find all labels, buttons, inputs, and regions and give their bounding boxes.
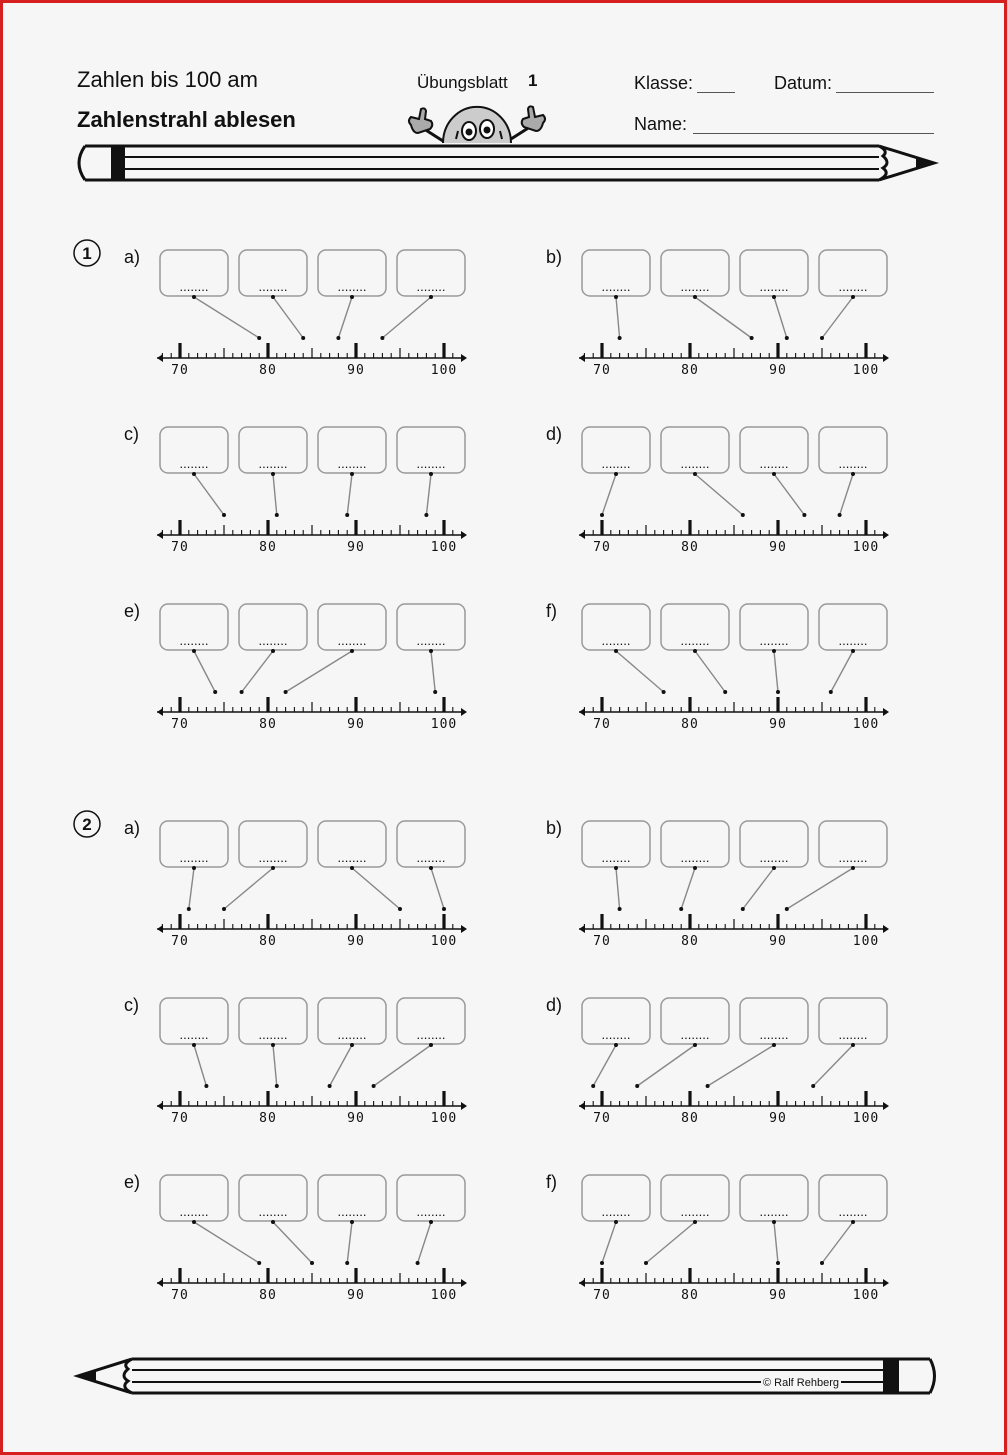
number-line-mark — [257, 336, 261, 340]
answer-placeholder: ........ — [680, 1204, 710, 1219]
number-line-mark — [741, 513, 745, 517]
tick-label: 90 — [347, 363, 365, 378]
axis-arrow-right — [461, 531, 467, 539]
tick-label: 100 — [852, 1288, 880, 1303]
connector-start-dot — [271, 1043, 275, 1047]
tick-label: 70 — [171, 1111, 189, 1126]
connector-start-dot — [851, 1043, 855, 1047]
connector-line — [426, 474, 431, 515]
part-label: b) — [546, 247, 563, 267]
tick-label: 100 — [852, 717, 880, 732]
connector-line — [374, 1045, 431, 1086]
exercise-part — [124, 1172, 467, 1303]
connector-start-dot — [772, 866, 776, 870]
part-label: c) — [124, 424, 139, 444]
answer-placeholder: ........ — [337, 1027, 367, 1042]
number-line-mark — [301, 336, 305, 340]
exercise-part — [546, 995, 889, 1126]
axis-arrow-right — [461, 354, 467, 362]
number-line-mark — [750, 336, 754, 340]
number-line-mark — [275, 1084, 279, 1088]
answer-placeholder: ........ — [179, 279, 209, 294]
answer-placeholder: ........ — [179, 850, 209, 865]
connector-line — [681, 868, 695, 909]
connector-start-dot — [429, 1043, 433, 1047]
tick-label: 70 — [593, 1111, 611, 1126]
answer-placeholder: ........ — [680, 633, 710, 648]
number-line-mark — [802, 513, 806, 517]
tick-label: 100 — [430, 363, 458, 378]
exercise-part — [546, 1172, 889, 1303]
sheet-number: 1 — [528, 71, 538, 90]
connector-line — [273, 1222, 312, 1263]
connector-start-dot — [429, 472, 433, 476]
number-line-mark — [284, 690, 288, 694]
number-line-mark — [706, 1084, 710, 1088]
answer-placeholder: ........ — [337, 633, 367, 648]
answer-placeholder: ........ — [759, 1027, 789, 1042]
connector-start-dot — [429, 1220, 433, 1224]
number-line-mark — [811, 1084, 815, 1088]
tick-label: 80 — [259, 1111, 277, 1126]
tick-label: 70 — [593, 934, 611, 949]
copyright-text: © Ralf Rehberg — [763, 1377, 839, 1389]
number-line-mark — [785, 336, 789, 340]
tick-label: 80 — [259, 363, 277, 378]
connector-line — [774, 474, 804, 515]
tick-label: 80 — [681, 717, 699, 732]
number-line-mark — [345, 513, 349, 517]
tick-label: 90 — [347, 934, 365, 949]
axis-arrow-right — [461, 1279, 467, 1287]
number-line-mark — [662, 690, 666, 694]
answer-placeholder: ........ — [416, 633, 446, 648]
number-line-mark — [600, 1261, 604, 1265]
connector-line — [774, 297, 787, 338]
axis-arrow-right — [883, 1279, 889, 1287]
connector-line — [593, 1045, 616, 1086]
tick-label: 90 — [347, 1111, 365, 1126]
number-line-mark — [204, 1084, 208, 1088]
connector-start-dot — [614, 472, 618, 476]
answer-placeholder: ........ — [416, 850, 446, 865]
connector-line — [787, 868, 853, 909]
connector-line — [194, 1045, 206, 1086]
answer-placeholder: ........ — [759, 279, 789, 294]
connector-line — [813, 1045, 853, 1086]
date-label: Datum: — [774, 73, 833, 93]
connector-line — [695, 651, 725, 692]
tick-label: 100 — [852, 363, 880, 378]
tick-label: 90 — [769, 717, 787, 732]
title-line-1: Zahlen bis 100 am — [77, 67, 258, 92]
axis-arrow-right — [461, 1102, 467, 1110]
connector-start-dot — [772, 295, 776, 299]
number-line-mark — [372, 1084, 376, 1088]
tick-label: 90 — [769, 1288, 787, 1303]
connector-line — [431, 651, 435, 692]
axis-arrow-right — [461, 925, 467, 933]
exercise-number-text: 2 — [82, 815, 92, 834]
connector-start-dot — [350, 295, 354, 299]
axis-arrow-right — [461, 708, 467, 716]
name-label: Name: — [634, 114, 688, 134]
number-line-mark — [829, 690, 833, 694]
axis-arrow-right — [883, 354, 889, 362]
answer-placeholder: ........ — [416, 279, 446, 294]
connector-start-dot — [614, 649, 618, 653]
connector-start-dot — [271, 649, 275, 653]
exercise-number — [74, 240, 100, 266]
tick-label: 80 — [681, 1288, 699, 1303]
exercise-part — [124, 424, 467, 555]
number-line-mark — [187, 907, 191, 911]
answer-placeholder: ........ — [179, 456, 209, 471]
number-line-mark — [310, 1261, 314, 1265]
connector-line — [347, 474, 352, 515]
exercise-number — [74, 811, 100, 837]
connector-line — [637, 1045, 695, 1086]
connector-start-dot — [772, 472, 776, 476]
sheet-label: Übungsblatt — [417, 73, 508, 92]
connector-start-dot — [192, 649, 196, 653]
connector-line — [743, 868, 774, 909]
answer-placeholder: ........ — [601, 850, 631, 865]
tick-label: 70 — [593, 540, 611, 555]
connector-line — [194, 297, 259, 338]
answer-placeholder: ........ — [258, 1204, 288, 1219]
answer-placeholder: ........ — [838, 279, 868, 294]
connector-start-dot — [350, 1220, 354, 1224]
connector-start-dot — [772, 649, 776, 653]
exercise-part — [546, 818, 889, 949]
tick-label: 100 — [430, 540, 458, 555]
tick-label: 100 — [430, 934, 458, 949]
connector-line — [602, 1222, 616, 1263]
answer-placeholder: ........ — [416, 456, 446, 471]
number-line-mark — [723, 690, 727, 694]
number-line-mark — [785, 907, 789, 911]
answer-placeholder: ........ — [179, 1204, 209, 1219]
number-line-mark — [213, 690, 217, 694]
tick-label: 80 — [681, 934, 699, 949]
answer-placeholder: ........ — [601, 633, 631, 648]
connector-start-dot — [693, 649, 697, 653]
exercise-part — [124, 247, 467, 378]
connector-start-dot — [693, 866, 697, 870]
number-line-mark — [600, 513, 604, 517]
connector-start-dot — [851, 295, 855, 299]
number-line-mark — [398, 907, 402, 911]
axis-arrow-right — [883, 708, 889, 716]
connector-line — [616, 868, 620, 909]
connector-start-dot — [192, 472, 196, 476]
connector-line — [352, 868, 400, 909]
connector-start-dot — [192, 1043, 196, 1047]
connector-line — [330, 1045, 352, 1086]
answer-placeholder: ........ — [838, 456, 868, 471]
number-line-mark — [328, 1084, 332, 1088]
part-label: a) — [124, 247, 141, 267]
answer-placeholder: ........ — [179, 633, 209, 648]
connector-line — [602, 474, 616, 515]
connector-line — [822, 1222, 853, 1263]
number-line-mark — [442, 907, 446, 911]
tick-label: 100 — [852, 1111, 880, 1126]
connector-start-dot — [851, 472, 855, 476]
tick-label: 80 — [681, 540, 699, 555]
answer-placeholder: ........ — [337, 1204, 367, 1219]
answer-placeholder: ........ — [680, 850, 710, 865]
tick-label: 100 — [852, 934, 880, 949]
tick-label: 80 — [259, 540, 277, 555]
connector-start-dot — [614, 866, 618, 870]
answer-placeholder: ........ — [179, 1027, 209, 1042]
exercise-part — [546, 424, 889, 555]
tick-label: 70 — [171, 540, 189, 555]
answer-placeholder: ........ — [258, 456, 288, 471]
tick-label: 70 — [171, 1288, 189, 1303]
answer-placeholder: ........ — [680, 456, 710, 471]
connector-start-dot — [192, 1220, 196, 1224]
tick-label: 90 — [347, 717, 365, 732]
axis-arrow-right — [883, 531, 889, 539]
connector-start-dot — [192, 295, 196, 299]
answer-placeholder: ........ — [680, 1027, 710, 1042]
connector-line — [194, 651, 215, 692]
connector-line — [273, 297, 303, 338]
connector-start-dot — [772, 1043, 776, 1047]
number-line-mark — [591, 1084, 595, 1088]
connector-line — [616, 297, 620, 338]
connector-start-dot — [350, 1043, 354, 1047]
connector-line — [242, 651, 273, 692]
tick-label: 70 — [593, 1288, 611, 1303]
tick-label: 80 — [681, 1111, 699, 1126]
connector-start-dot — [693, 295, 697, 299]
answer-placeholder: ........ — [759, 850, 789, 865]
answer-placeholder: ........ — [337, 850, 367, 865]
number-line-mark — [820, 336, 824, 340]
answer-placeholder: ........ — [838, 633, 868, 648]
axis-arrow-right — [883, 1102, 889, 1110]
exercise-part — [124, 818, 467, 949]
number-line-mark — [635, 1084, 639, 1088]
connector-start-dot — [350, 866, 354, 870]
connector-line — [695, 474, 743, 515]
exercise-part — [124, 995, 467, 1126]
part-label: b) — [546, 818, 563, 838]
connector-line — [840, 474, 853, 515]
number-line-mark — [433, 690, 437, 694]
tick-label: 70 — [593, 717, 611, 732]
connector-line — [189, 868, 194, 909]
connector-line — [273, 1045, 277, 1086]
answer-placeholder: ........ — [680, 279, 710, 294]
connector-start-dot — [851, 866, 855, 870]
answer-placeholder: ........ — [601, 456, 631, 471]
answer-placeholder: ........ — [759, 1204, 789, 1219]
number-line-mark — [336, 336, 340, 340]
answer-placeholder: ........ — [759, 456, 789, 471]
exercise-part — [546, 247, 889, 378]
connector-line — [695, 297, 752, 338]
answer-placeholder: ........ — [258, 1027, 288, 1042]
connector-start-dot — [350, 649, 354, 653]
number-line-mark — [644, 1261, 648, 1265]
connector-start-dot — [693, 472, 697, 476]
exercise-part — [546, 601, 889, 732]
connector-line — [418, 1222, 431, 1263]
number-line-mark — [380, 336, 384, 340]
connector-start-dot — [192, 866, 196, 870]
exercise-number-text: 1 — [82, 244, 92, 263]
tick-label: 80 — [259, 934, 277, 949]
connector-line — [646, 1222, 695, 1263]
number-line-mark — [618, 907, 622, 911]
connector-start-dot — [614, 1220, 618, 1224]
tick-label: 100 — [852, 540, 880, 555]
answer-placeholder: ........ — [601, 1204, 631, 1219]
axis-arrow-right — [883, 925, 889, 933]
number-line-mark — [679, 907, 683, 911]
tick-label: 100 — [430, 1111, 458, 1126]
tick-label: 90 — [769, 934, 787, 949]
number-line-mark — [776, 1261, 780, 1265]
number-line-mark — [741, 907, 745, 911]
connector-start-dot — [614, 1043, 618, 1047]
exercise-part — [124, 601, 467, 732]
connector-start-dot — [851, 649, 855, 653]
connector-start-dot — [350, 472, 354, 476]
tick-label: 90 — [769, 363, 787, 378]
number-line-mark — [416, 1261, 420, 1265]
tick-label: 70 — [171, 363, 189, 378]
answer-placeholder: ........ — [601, 1027, 631, 1042]
answer-placeholder: ........ — [416, 1027, 446, 1042]
connector-line — [382, 297, 431, 338]
connector-start-dot — [271, 1220, 275, 1224]
connector-line — [431, 868, 444, 909]
answer-placeholder: ........ — [258, 279, 288, 294]
number-line-mark — [345, 1261, 349, 1265]
answer-placeholder: ........ — [416, 1204, 446, 1219]
answer-placeholder: ........ — [838, 1204, 868, 1219]
tick-label: 70 — [171, 934, 189, 949]
connector-line — [338, 297, 352, 338]
answer-placeholder: ........ — [258, 850, 288, 865]
part-label: d) — [546, 424, 563, 444]
connector-line — [822, 297, 853, 338]
connector-start-dot — [614, 295, 618, 299]
connector-line — [347, 1222, 352, 1263]
part-label: d) — [546, 995, 563, 1015]
connector-start-dot — [693, 1220, 697, 1224]
tick-label: 80 — [259, 1288, 277, 1303]
part-label: a) — [124, 818, 141, 838]
number-line-mark — [838, 513, 842, 517]
connector-line — [194, 474, 224, 515]
tick-label: 100 — [430, 1288, 458, 1303]
connector-line — [224, 868, 273, 909]
tick-label: 70 — [171, 717, 189, 732]
answer-placeholder: ........ — [337, 279, 367, 294]
connector-start-dot — [271, 295, 275, 299]
connector-start-dot — [772, 1220, 776, 1224]
number-line-mark — [257, 1261, 261, 1265]
connector-line — [708, 1045, 774, 1086]
connector-line — [831, 651, 853, 692]
number-line-mark — [820, 1261, 824, 1265]
tick-label: 80 — [681, 363, 699, 378]
answer-placeholder: ........ — [838, 850, 868, 865]
connector-line — [774, 1222, 778, 1263]
connector-line — [774, 651, 778, 692]
number-line-mark — [275, 513, 279, 517]
number-line-mark — [240, 690, 244, 694]
answer-placeholder: ........ — [838, 1027, 868, 1042]
part-label: c) — [124, 995, 139, 1015]
part-label: f) — [546, 1172, 557, 1192]
number-line-mark — [222, 907, 226, 911]
worksheet-page — [3, 3, 1004, 1452]
connector-start-dot — [693, 1043, 697, 1047]
number-line-mark — [424, 513, 428, 517]
tick-label: 80 — [259, 717, 277, 732]
tick-label: 100 — [430, 717, 458, 732]
part-label: e) — [124, 601, 141, 621]
number-line-mark — [222, 513, 226, 517]
part-label: f) — [546, 601, 557, 621]
tick-label: 90 — [347, 540, 365, 555]
number-line-mark — [618, 336, 622, 340]
answer-placeholder: ........ — [759, 633, 789, 648]
part-label: e) — [124, 1172, 141, 1192]
connector-start-dot — [271, 866, 275, 870]
answer-placeholder: ........ — [337, 456, 367, 471]
tick-label: 90 — [347, 1288, 365, 1303]
answer-placeholder: ........ — [258, 633, 288, 648]
connector-line — [616, 651, 664, 692]
connector-start-dot — [271, 472, 275, 476]
tick-label: 90 — [769, 1111, 787, 1126]
tick-label: 70 — [593, 363, 611, 378]
connector-start-dot — [851, 1220, 855, 1224]
answer-placeholder: ........ — [601, 279, 631, 294]
exercises-area — [3, 3, 1004, 1452]
number-line-mark — [776, 690, 780, 694]
connector-start-dot — [429, 649, 433, 653]
class-label: Klasse: — [634, 73, 694, 93]
connector-start-dot — [429, 295, 433, 299]
connector-line — [286, 651, 352, 692]
connector-line — [194, 1222, 259, 1263]
tick-label: 90 — [769, 540, 787, 555]
connector-start-dot — [429, 866, 433, 870]
title-line-2: Zahlenstrahl ablesen — [77, 107, 296, 132]
connector-line — [273, 474, 277, 515]
